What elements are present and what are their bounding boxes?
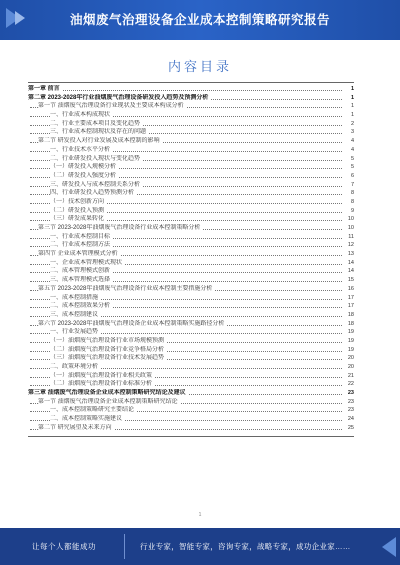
- toc-entry-page: 25: [347, 424, 354, 431]
- toc-entry-label: （一）研发投入规模分析: [50, 164, 117, 171]
- toc-entry-page: 1: [350, 103, 354, 110]
- toc-entry[interactable]: [28, 294, 354, 303]
- toc-entry-label: 第一章 前言: [28, 86, 60, 92]
- toc-entry-label: 三、研发投入与成本控制关系分析: [50, 181, 141, 188]
- toc-entry-label: 二、成本控制策略实施建议: [50, 416, 123, 423]
- toc-entry[interactable]: [28, 285, 354, 294]
- toc-entry-page: 20: [347, 355, 354, 362]
- toc-entry-label: （一）油烟废气治理设备行业相关政策: [50, 372, 153, 379]
- toc-entry-page: 3: [350, 129, 354, 136]
- toc-entry[interactable]: [28, 302, 354, 311]
- toc-entry-page: 2: [350, 120, 354, 127]
- toc-entry[interactable]: [28, 146, 354, 155]
- toc-entry-label: 四、行业研发投入趋势预测分析: [50, 190, 135, 197]
- toc-entry[interactable]: [28, 415, 354, 424]
- toc-entry-label: （二）研发投入强度分析: [50, 172, 117, 179]
- footer-divider: [124, 534, 125, 559]
- toc-entry-page: 9: [350, 207, 354, 214]
- toc-entry[interactable]: [28, 155, 354, 164]
- toc-entry-page: 17: [347, 294, 354, 301]
- toc-entry[interactable]: [28, 207, 354, 216]
- toc-entry[interactable]: [28, 354, 354, 363]
- toc-entry-label: （一）油烟废气治理设备行业市场规模预测: [50, 337, 165, 344]
- toc-entry-label: 第二章 2023-2028年行业油烟废气治理设备研发投入趋势及预测分析: [28, 94, 209, 101]
- toc-entry-page: 8: [350, 198, 354, 205]
- toc-entry-page: 4: [350, 146, 354, 153]
- toc-entry[interactable]: [28, 181, 354, 190]
- footer-slogan: 让每个人都能成功: [32, 542, 96, 551]
- toc-entry-label: 一、企业成本管理模式现状: [50, 259, 123, 266]
- toc-entry-page: 5: [350, 155, 354, 162]
- toc-entry[interactable]: [28, 259, 354, 268]
- toc-entry-page: 16: [347, 285, 354, 292]
- toc-entry-page: 17: [347, 303, 354, 310]
- toc-entry-label: 一、成本控制策略研究主要结论: [50, 407, 135, 414]
- toc-entry-page: 19: [347, 346, 354, 353]
- toc-entry[interactable]: [28, 224, 354, 233]
- toc-entry-label: 二、成本管理模式创新: [50, 268, 111, 275]
- toc-entry-page: 21: [347, 372, 354, 379]
- toc-entry-label: 三、行业成本控制现状及存在的问题: [50, 129, 147, 136]
- toc-entry-page: 19: [347, 329, 354, 336]
- toc-entry[interactable]: [28, 372, 354, 381]
- toc-entry-page: 8: [350, 190, 354, 197]
- toc-entry[interactable]: [28, 406, 354, 415]
- toc-entry[interactable]: [28, 189, 354, 198]
- toc-entry[interactable]: [28, 337, 354, 346]
- toc-entry-label: 第一节 油烟废气治理设备企业成本控制策略研究结论: [38, 398, 178, 405]
- toc-entry-page: 13: [347, 251, 354, 258]
- toc-entry-label: 第二节 研究展望及未来方向: [38, 424, 112, 431]
- toc-entry-page: 18: [347, 320, 354, 327]
- toc-entry-label: 一、行业成本控制目标: [50, 233, 111, 240]
- toc-entry-label: （三）研发成果转化: [50, 216, 105, 223]
- toc-entry-label: （二）研发投入预测: [50, 207, 105, 214]
- toc-entry[interactable]: [28, 276, 354, 285]
- table-of-contents: [28, 85, 354, 433]
- toc-entry-label: 三、成本管理模式选择: [50, 277, 111, 284]
- toc-entry-label: 一、行业技术水平分析: [50, 146, 111, 153]
- toc-entry[interactable]: [28, 328, 354, 337]
- toc-entry[interactable]: [28, 233, 354, 242]
- toc-entry-label: 二、成本控制效果分析: [50, 303, 111, 310]
- toc-entry[interactable]: [28, 102, 354, 111]
- toc-entry[interactable]: [28, 346, 354, 355]
- toc-entry-page: 14: [347, 259, 354, 266]
- toc-entry-page: 12: [347, 242, 354, 249]
- toc-entry-label: 三、成本控制建议: [50, 311, 99, 318]
- toc-entry-page: 1: [350, 112, 354, 119]
- toc-leader-dots: [30, 90, 342, 91]
- toc-entry[interactable]: [28, 398, 354, 407]
- toc-entry[interactable]: [28, 363, 354, 372]
- page-number: 1: [198, 512, 202, 518]
- toc-entry-label: 第四节 企业成本管理模式分析: [38, 251, 118, 258]
- toc-entry[interactable]: [28, 94, 354, 103]
- toc-entry-label: 第三节 2023-2028年油烟废气治理设备行业成本控制策略分析: [38, 225, 201, 231]
- toc-entry[interactable]: [28, 120, 354, 129]
- toc-entry-page: 1: [350, 86, 354, 92]
- toc-entry-page: 5: [350, 164, 354, 171]
- toc-entry-page: 4: [350, 138, 354, 145]
- toc-entry[interactable]: [28, 215, 354, 224]
- toc-entry[interactable]: [28, 198, 354, 207]
- toc-entry[interactable]: [28, 137, 354, 146]
- toc-heading: 内容目录: [167, 59, 232, 74]
- toc-entry-label: 第一节 油烟废气治理设备行业现状及主要成本构成分析: [38, 103, 184, 110]
- toc-entry-label: 一、成本控制措施: [50, 294, 99, 301]
- toc-entry-label: （二）油烟废气治理设备行业竞争格局分析: [50, 346, 165, 353]
- toc-entry-label: 二、行业主要成本项目及变化趋势: [50, 120, 141, 127]
- toc-entry-page: 23: [347, 398, 354, 405]
- toc-top-rule: [28, 82, 354, 83]
- report-title: 油烟废气治理设备企业成本控制策略研究报告: [69, 13, 330, 27]
- toc-entry-page: 22: [347, 381, 354, 388]
- toc-entry[interactable]: [28, 267, 354, 276]
- toc-entry-label: （二）油烟废气治理设备行业标准分析: [50, 381, 153, 388]
- toc-entry-page: 19: [347, 337, 354, 344]
- toc-entry-page: 23: [347, 390, 354, 397]
- toc-entry[interactable]: [28, 163, 354, 172]
- toc-entry-page: 14: [347, 268, 354, 275]
- toc-entry[interactable]: [28, 111, 354, 120]
- toc-entry-label: 一、行业发展趋势: [50, 329, 99, 336]
- toc-entry-label: 第三章 油烟废气治理设备企业成本控制策略研究结论及建议: [28, 390, 186, 397]
- toc-bottom-rule: [28, 436, 354, 437]
- toc-entry-label: 二、政策环境分析: [50, 364, 99, 370]
- toc-entry-label: 一、行业成本构成现状: [50, 112, 111, 119]
- toc-entry[interactable]: [28, 311, 354, 320]
- toc-entry[interactable]: [28, 85, 354, 94]
- toc-entry-page: 20: [347, 364, 354, 370]
- toc-entry-page: 15: [347, 277, 354, 284]
- toc-entry-page: 1: [350, 94, 354, 101]
- toc-entry[interactable]: [28, 389, 354, 398]
- toc-entry-page: 11: [348, 233, 354, 240]
- footer-triangle-decoration: [382, 537, 396, 557]
- toc-entry-label: 二、行业成本控制方法: [50, 242, 111, 249]
- toc-entry-label: 第二节 研发投入对行业发展及成本控制的影响: [38, 138, 160, 145]
- toc-entry[interactable]: [28, 172, 354, 181]
- toc-entry[interactable]: [28, 380, 354, 389]
- toc-entry-page: 6: [350, 172, 354, 179]
- toc-entry-page: 10: [347, 225, 354, 231]
- toc-entry-label: （三）油烟废气治理设备行业技术发展趋势: [50, 355, 165, 362]
- toc-entry[interactable]: [28, 250, 354, 259]
- toc-entry[interactable]: [28, 320, 354, 329]
- footer-tagline: 行业专家，智能专家，咨询专家，战略专家，成功企业家……: [140, 542, 351, 551]
- toc-entry[interactable]: [28, 128, 354, 137]
- report-header-banner: [0, 0, 400, 40]
- toc-entry-label: 第五节 2023-2028年油烟废气治理设备行业成本控制主要措施分析: [38, 285, 213, 292]
- toc-entry[interactable]: [28, 424, 354, 433]
- toc-entry-label: 二、行业研发投入现状与变化趋势: [50, 155, 141, 162]
- toc-entry-page: 23: [347, 407, 354, 414]
- footer-banner: [0, 528, 400, 565]
- toc-entry-label: （一）技术创新方向: [50, 198, 105, 205]
- toc-entry-page: 7: [350, 181, 354, 188]
- toc-entry[interactable]: [28, 241, 354, 250]
- toc-entry-page: 10: [347, 216, 354, 223]
- toc-entry-page: 18: [347, 311, 354, 318]
- toc-entry-label: 第六节 2023-2028年油烟废气治理设备企业成本控制策略实施路径分析: [38, 320, 225, 327]
- toc-entry-page: 24: [347, 416, 354, 423]
